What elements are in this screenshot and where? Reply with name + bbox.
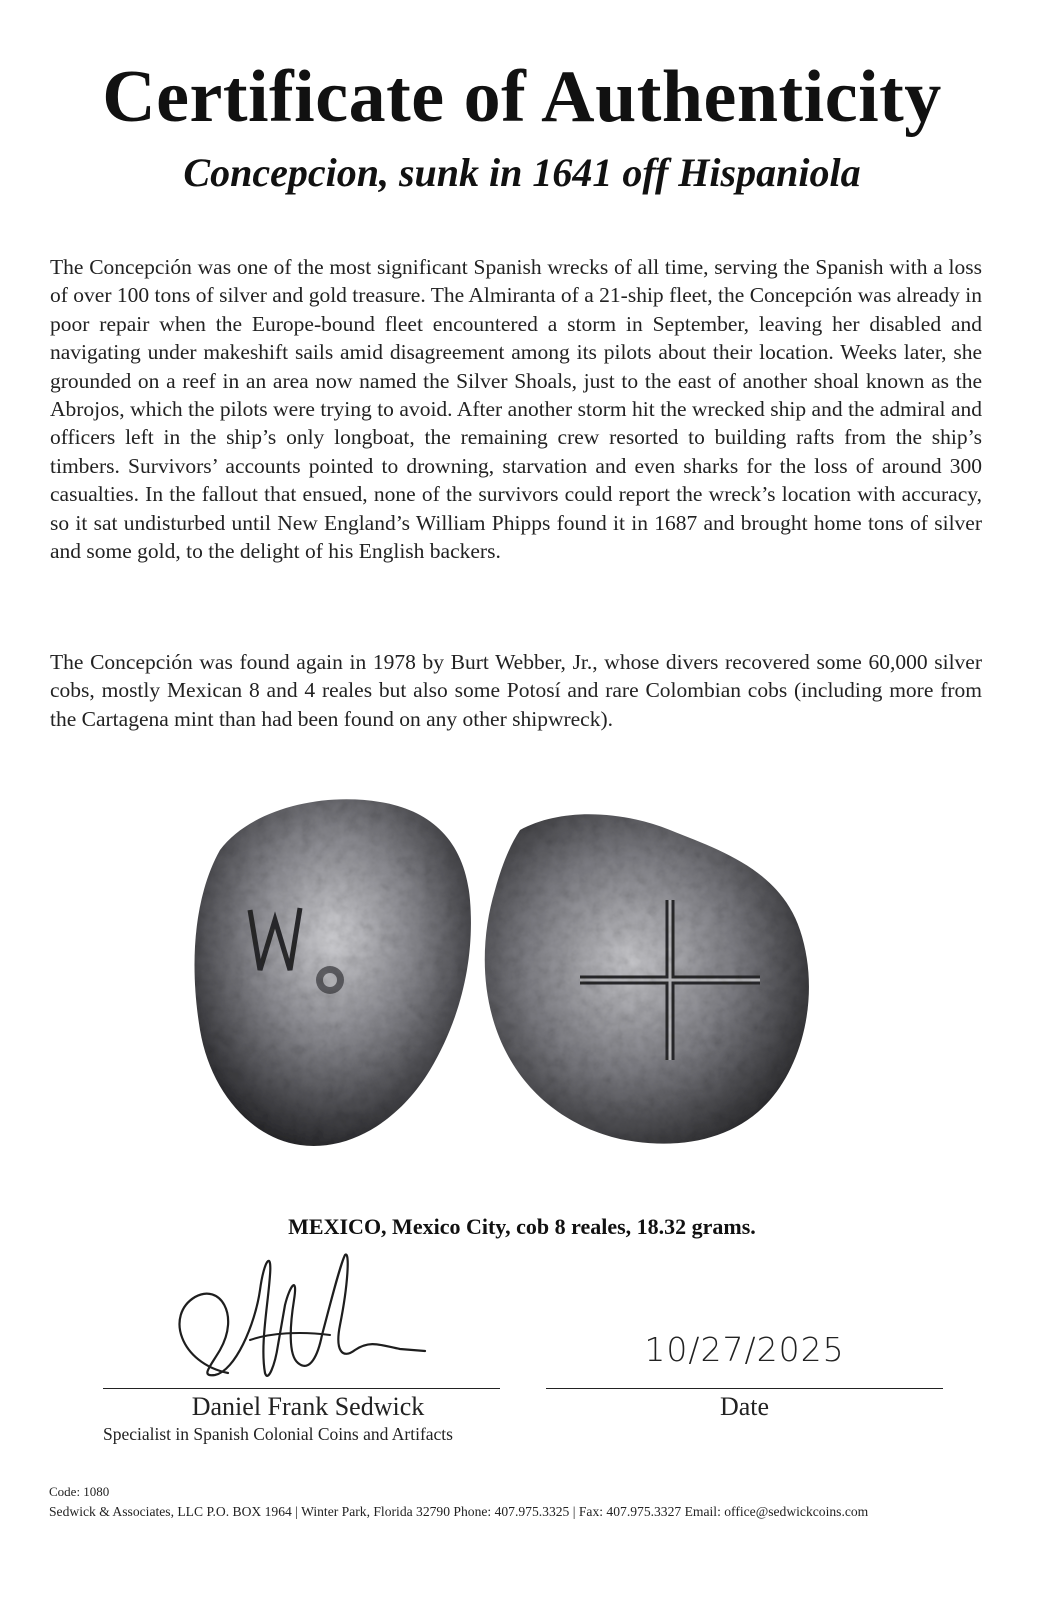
signer-name: Daniel Frank Sedwick: [191, 1392, 425, 1421]
footer-contact: Sedwick & Associates, LLC P.O. BOX 1964 | Winter Park, Florida 32790 Phone: 407.975.3325 | Fax: 407.975.3327 Email: office@sedwickcoins.com: [49, 1504, 869, 1519]
certificate-date: 10/27/2025: [644, 1330, 845, 1369]
coin-obverse: [195, 799, 471, 1146]
coin-reverse: [485, 814, 809, 1143]
date-label: Date: [719, 1392, 770, 1421]
coin-photo: [180, 790, 830, 1160]
date-line: [546, 1388, 943, 1389]
certificate-subtitle: Concepcion, sunk in 1641 off Hispaniola: [183, 150, 861, 195]
history-paragraph-1: The Concepción was one of the most significant Spanish wrecks of all time, serving the Spanish with a loss of over 100 tons of silver and gold treasure. The Almiranta of a 21-ship fleet, the Concepción was already in poor repair when the Europe-bound fleet encountered a storm in September, leaving her disabled and navigating under makeshift sails amid disagreement among its pilots about their location. Weeks later, she grounded on a reef in an area now named the Silver Shoals, just to the east of another shoal known as the Abrojos, which the pilots were trying to avoid. After another storm hit the wrecked ship and the admiral and officers left in the ship’s only longboat, the remaining crew resorted to building rafts from the ship’s timbers. Survivors’ accounts pointed to drowning, starvation and even sharks for the loss of around 300 casualties. In the fallout that ensued, none of the survivors could report the wreck’s location with accuracy, so it sat undisturbed until New England’s William Phipps found it in 1687 and brought home tons of silver and some gold, to the delight of his English backers.: [50, 255, 982, 564]
signature-image: [160, 1245, 440, 1390]
certificate-code: Code: 1080: [49, 1484, 110, 1499]
signature-line: [103, 1388, 500, 1389]
coin-caption: MEXICO, Mexico City, cob 8 reales, 18.32 grams.: [288, 1214, 756, 1239]
history-paragraph-2: The Concepción was found again in 1978 by Burt Webber, Jr., whose divers recovered some 60,000 silver cobs, mostly Mexican 8 and 4 reales but also some Potosí and rare Colombian cobs (including more from the Cartagena mint than had been found on any other shipwreck).: [50, 650, 982, 731]
certificate-title: Certificate of Authenticity: [102, 56, 942, 138]
signer-title: Specialist in Spanish Colonial Coins and Artifacts: [103, 1424, 453, 1444]
